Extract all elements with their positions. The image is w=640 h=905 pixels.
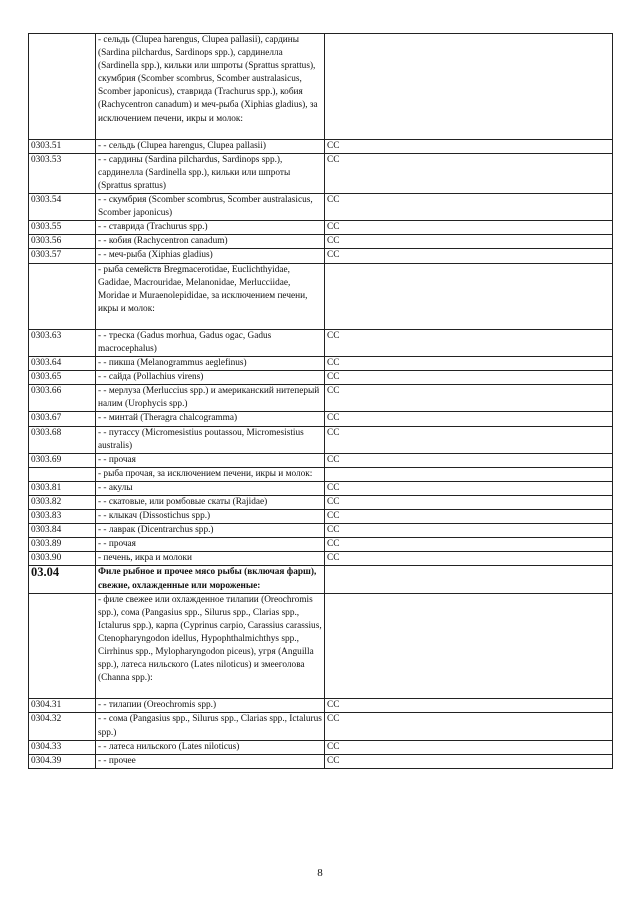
rule-cell: CC [325, 139, 613, 153]
code-cell: 0303.66 [29, 385, 96, 412]
table-row [29, 538, 613, 552]
code-cell: 0303.63 [29, 329, 96, 356]
description-cell: - - скумбрия (Scomber scombrus, Scomber australasicus, Scomber japonicus) [96, 194, 325, 221]
table-row [29, 740, 613, 754]
code-cell: 0303.81 [29, 481, 96, 495]
code-cell: 0303.64 [29, 357, 96, 371]
code-cell: 0303.89 [29, 538, 96, 552]
rule-cell: CC [325, 357, 613, 371]
rule-cell [325, 263, 613, 329]
description-cell: - - сома (Pangasius spp., Silurus spp., Clarias spp., Ictalurus spp.) [96, 713, 325, 740]
rule-cell [325, 34, 613, 140]
table-row [29, 221, 613, 235]
rule-cell: CC [325, 481, 613, 495]
description-cell: - - сельдь (Clupea harengus, Clupea pallasii) [96, 139, 325, 153]
code-cell: 0303.57 [29, 249, 96, 263]
description-cell: - печень, икра и молоки [96, 552, 325, 566]
table-row [29, 496, 613, 510]
description-cell: - - сайда (Pollachius virens) [96, 371, 325, 385]
code-cell: 0304.33 [29, 740, 96, 754]
description-cell: - - прочая [96, 538, 325, 552]
description-cell: - - акулы [96, 481, 325, 495]
code-cell: 0303.51 [29, 139, 96, 153]
code-cell: 0303.82 [29, 496, 96, 510]
table-row [29, 593, 613, 699]
code-cell: 0303.84 [29, 524, 96, 538]
table-row [29, 329, 613, 356]
table-row [29, 426, 613, 453]
table-row [29, 481, 613, 495]
description-cell: - - тилапии (Oreochromis spp.) [96, 699, 325, 713]
rule-cell: CC [325, 713, 613, 740]
description-cell: - рыба семейств Bregmacerotidae, Euclichthyidae, Gadidae, Macrouridae, Melanonidae, Merlucciidae, Moridae и Muraenolepididae, за исключением печени, икры и молок: [96, 263, 325, 329]
code-cell: 0304.31 [29, 699, 96, 713]
description-cell: - - ставрида (Trachurus spp.) [96, 221, 325, 235]
rule-cell: CC [325, 754, 613, 768]
table-row [29, 754, 613, 768]
table-row [29, 453, 613, 467]
table-row [29, 699, 613, 713]
rule-cell: CC [325, 453, 613, 467]
code-cell [29, 34, 96, 140]
rule-cell: CC [325, 329, 613, 356]
description-cell: - - пикша (Melanogrammus aeglefinus) [96, 357, 325, 371]
table-row [29, 263, 613, 329]
description-cell: - филе свежее или охлажденное тилапии (Oreochromis spp.), сома (Pangasius spp., Silurus spp., Clarias spp., Ictalurus spp.), карпа (Cyprinus carpio, Carassius carassius, Ctenopharyngodon idellus, Hypophthalmichthys spp., Cirrhinus spp., Mylopharyngodon piceus), угря (Anguilla spp.), латеса нильского (Lates niloticus) и змееголова (Channa spp.): [96, 593, 325, 699]
rule-cell: CC [325, 412, 613, 426]
code-cell: 0303.53 [29, 153, 96, 193]
code-cell: 0304.39 [29, 754, 96, 768]
description-cell: - - прочее [96, 754, 325, 768]
table-row [29, 371, 613, 385]
rule-cell: CC [325, 153, 613, 193]
rule-cell: CC [325, 510, 613, 524]
rule-cell: CC [325, 385, 613, 412]
table-row [29, 235, 613, 249]
code-cell: 0303.68 [29, 426, 96, 453]
code-cell [29, 263, 96, 329]
table-row [29, 566, 613, 593]
rule-cell [325, 566, 613, 593]
rule-cell: CC [325, 538, 613, 552]
table-row [29, 139, 613, 153]
code-cell: 0303.55 [29, 221, 96, 235]
table-row [29, 510, 613, 524]
code-cell: 03.04 [29, 566, 96, 593]
code-cell: 0303.65 [29, 371, 96, 385]
tariff-table [28, 33, 613, 769]
description-cell: - - путассу (Micromesistius poutassou, Micromesistius australis) [96, 426, 325, 453]
description-cell: - сельдь (Clupea harengus, Clupea pallasii), сардины (Sardina pilchardus, Sardinops spp.), сардинелла (Sardinella spp.), кильки или шпроты (Sprattus sprattus), скумбрия (Scomber scombrus, Scomber australasicus, Scomber japonicus), ставрида (Trachurus spp.), кобия (Rachycentron canadum) и меч-рыба (Xiphias gladius), за исключением печени, икры и молок: [96, 34, 325, 140]
description-cell: - - меч-рыба (Xiphias gladius) [96, 249, 325, 263]
rule-cell: CC [325, 249, 613, 263]
description-cell: - - сардины (Sardina pilchardus, Sardinops spp.), сардинелла (Sardinella spp.), кильки или шпроты (Sprattus sprattus) [96, 153, 325, 193]
table-row [29, 552, 613, 566]
rule-cell: CC [325, 699, 613, 713]
table-row [29, 357, 613, 371]
table-row [29, 412, 613, 426]
table-row [29, 467, 613, 481]
table-row [29, 713, 613, 740]
rule-cell: CC [325, 496, 613, 510]
rule-cell: CC [325, 552, 613, 566]
table-row [29, 385, 613, 412]
rule-cell: CC [325, 371, 613, 385]
description-cell: - - скатовые, или ромбовые скаты (Rajidae) [96, 496, 325, 510]
rule-cell: CC [325, 221, 613, 235]
table-body [29, 34, 613, 769]
rule-cell: CC [325, 524, 613, 538]
rule-cell [325, 467, 613, 481]
code-cell: 0303.54 [29, 194, 96, 221]
description-cell: - - латеса нильского (Lates niloticus) [96, 740, 325, 754]
description-cell: - - лаврак (Dicentrarchus spp.) [96, 524, 325, 538]
code-cell: 0303.90 [29, 552, 96, 566]
description-cell: - - треска (Gadus morhua, Gadus ogac, Gadus macrocephalus) [96, 329, 325, 356]
code-cell [29, 467, 96, 481]
description-cell: - - минтай (Theragra chalcogramma) [96, 412, 325, 426]
rule-cell: CC [325, 740, 613, 754]
table-row [29, 153, 613, 193]
page-number: 8 [317, 867, 323, 879]
description-cell: - - прочая [96, 453, 325, 467]
code-cell: 0303.67 [29, 412, 96, 426]
code-cell: 0304.32 [29, 713, 96, 740]
description-cell: Филе рыбное и прочее мясо рыбы (включая фарш), свежие, охлажденные или мороженые: [96, 566, 325, 593]
table-row [29, 524, 613, 538]
code-cell: 0303.56 [29, 235, 96, 249]
rule-cell: CC [325, 235, 613, 249]
table-row [29, 34, 613, 140]
rule-cell [325, 593, 613, 699]
rule-cell: CC [325, 426, 613, 453]
description-cell: - - кобия (Rachycentron canadum) [96, 235, 325, 249]
table-row [29, 194, 613, 221]
code-cell: 0303.69 [29, 453, 96, 467]
description-cell: - рыба прочая, за исключением печени, икры и молок: [96, 467, 325, 481]
rule-cell: CC [325, 194, 613, 221]
code-cell: 0303.83 [29, 510, 96, 524]
table-row [29, 249, 613, 263]
code-cell [29, 593, 96, 699]
description-cell: - - мерлуза (Merluccius spp.) и американский нитеперый налим (Urophycis spp.) [96, 385, 325, 412]
description-cell: - - клыкач (Dissostichus spp.) [96, 510, 325, 524]
